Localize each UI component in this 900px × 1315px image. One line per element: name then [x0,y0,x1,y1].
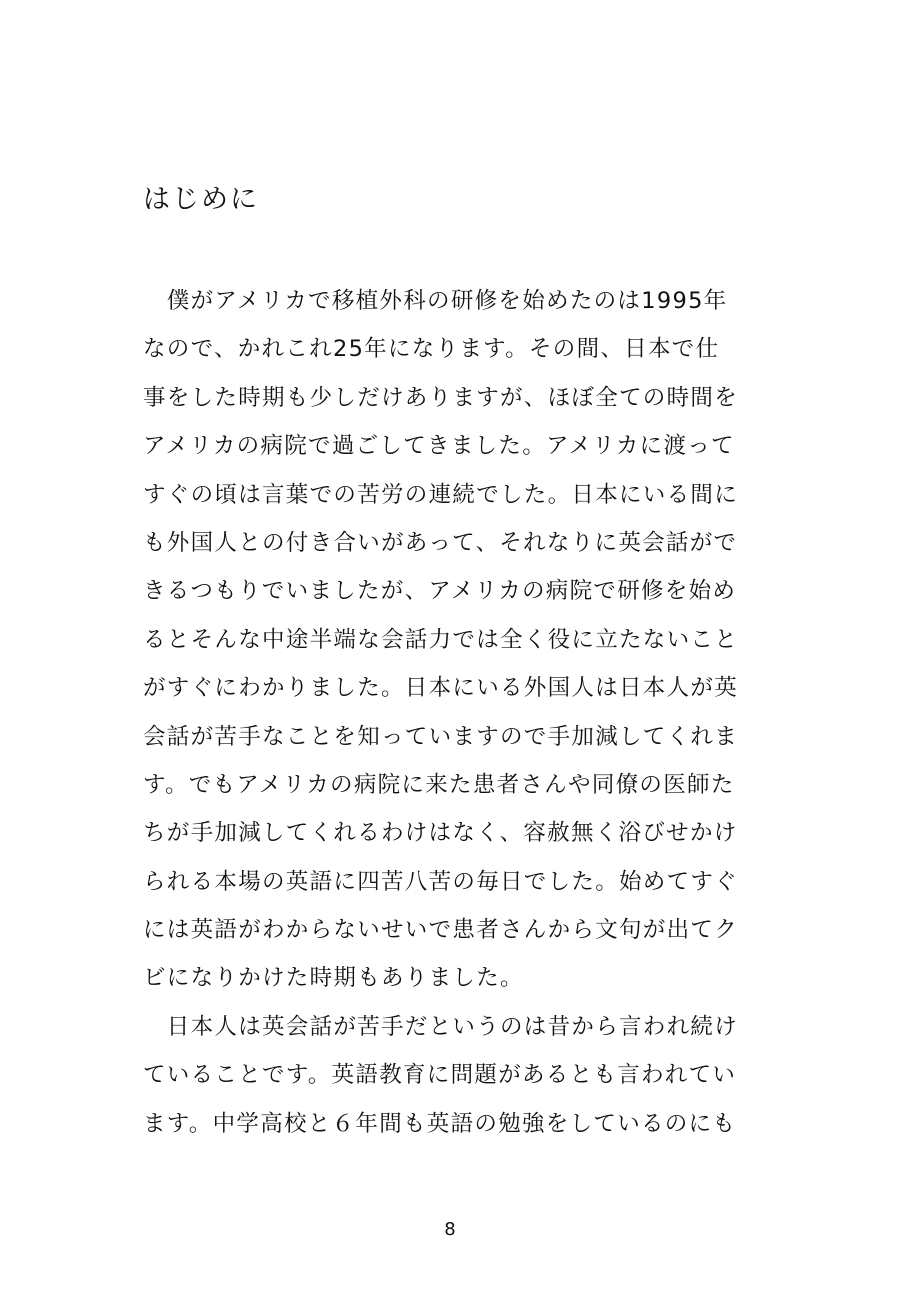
text-line: きるつもりでいましたが、アメリカの病院で研修を始め [143,578,737,605]
text-line: 僕がアメリカで移植外科の研修を始めたのは1995年 [143,288,728,314]
text-line: すぐの頃は言葉での苦労の連続でした。日本にいる間に [143,481,739,508]
text-line: ていることです。英語教育に問題があるとも言われてい [143,1062,737,1089]
body-text [143,277,763,1148]
chapter-heading: はじめに [143,184,259,215]
text-line: るとそんな中途半端な会話力では全く役に立たないこと [143,626,739,653]
text-line: も外国人との付き合いがあって、それなりに英会話がで [143,529,738,556]
page-number: 8 [444,1219,456,1240]
text-line: には英語がわからないせいで患者さんから文句が出てク [143,917,739,944]
text-line: す。でもアメリカの病院に来た患者さんや同僚の医師た [143,771,735,798]
text-line: られる本場の英語に四苦八苦の毎日でした。始めてすぐ [143,868,739,895]
text-line: ちが手加減してくれるわけはなく、容赦無く浴びせかけ [143,820,738,847]
text-line: がすぐにわかりました。日本にいる外国人は日本人が英 [143,675,739,702]
text-line: アメリカの病院で過ごしてきました。アメリカに渡って [143,433,735,460]
text-line: 会話が苦手なことを知っていますので手加減してくれま [143,723,739,750]
text-line: ます。中学高校と６年間も英語の勉強をしているのにも [143,1110,737,1137]
text-line: ビになりかけた時期もありました。 [143,965,524,992]
text-line: なので、かれこれ25年になります。その間、日本で仕 [143,336,720,363]
text-line: 日本人は英会話が苦手だというのは昔から言われ続け [143,1013,739,1040]
text-line: 事をした時期も少しだけありますが、ほぼ全ての時間を [143,384,739,411]
